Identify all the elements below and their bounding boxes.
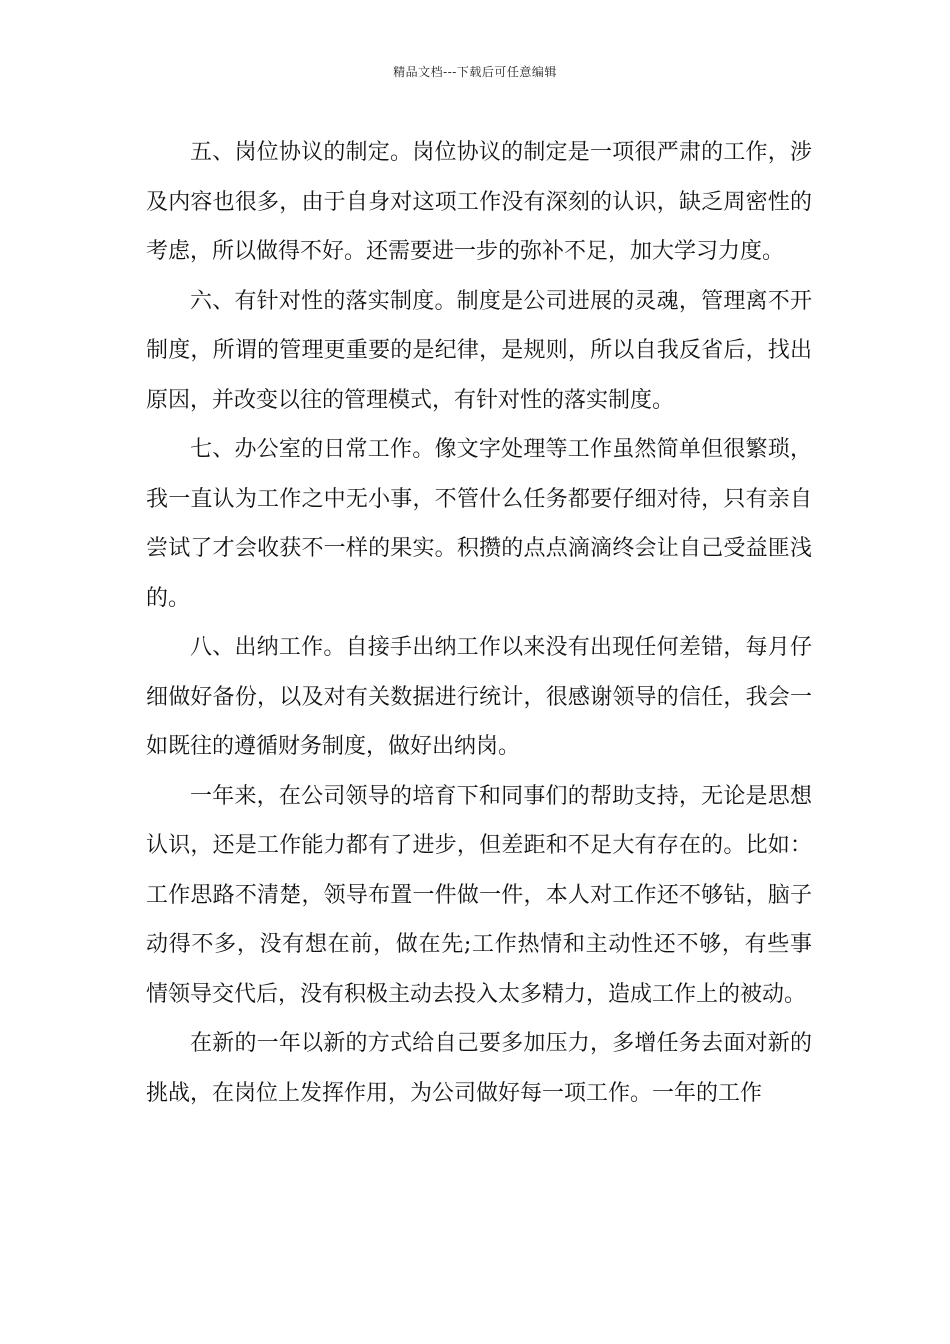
page-header: 精品文档---下载后可任意编辑	[393, 65, 557, 79]
paragraph-6: 六、有针对性的落实制度。制度是公司进展的灵魂，管理离不开制度，所谓的管理更重要的是纪律，是规则，所以自我反省后，找出原因，并改变以往的管理模式，有针对性的落实制度。	[146, 288, 812, 413]
document-body	[146, 128, 812, 1118]
paragraph-7: 七、办公室的日常工作。像文字处理等工作虽然简单但很繁琐，我一直认为工作之中无小事，不管什么任务都要仔细对待，只有亲自尝试了才会收获不一样的果实。积攒的点点滴滴终会让自己受益匪浅的。	[146, 437, 812, 611]
paragraph-8: 八、出纳工作。自接手出纳工作以来没有出现任何差错，每月仔细做好备份，以及对有关数据进行统计，很感谢领导的信任，我会一如既往的遵循财务制度，做好出纳岗。	[146, 635, 812, 759]
paragraph-new-year: 在新的一年以新的方式给自己要多加压力，多增任务去面对新的挑战，在岗位上发挥作用，为公司做好每一项工作。一年的工作	[146, 1031, 812, 1106]
paragraph-5: 五、岗位协议的制定。岗位协议的制定是一项很严肃的工作，涉及内容也很多，由于自身对这项工作没有深刻的认识，缺乏周密性的考虑，所以做得不好。还需要进一步的弥补不足，加大学习力度。	[146, 140, 812, 264]
paragraph-summary: 一年来，在公司领导的培育下和同事们的帮助支持，无论是思想认识，还是工作能力都有了进步，但差距和不足大有存在的。比如：工作思路不清楚，领导布置一件做一件，本人对工作还不够钻，脑子动得不多，没有想在前，做在先;工作热情和主动性还不够，有些事情领导交代后，没有积极主动去投入太多精力，造成工作上的被动。	[146, 783, 812, 1007]
